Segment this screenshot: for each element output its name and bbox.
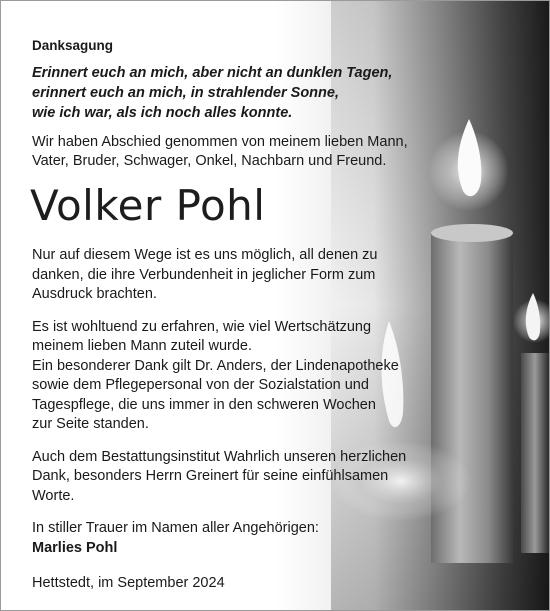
poem-line: erinnert euch an mich, in strahlender Sonne, bbox=[32, 85, 339, 101]
poem-line: Erinnert euch an mich, aber nicht an dunklen Tagen, bbox=[32, 65, 393, 81]
poem-quote bbox=[32, 63, 412, 123]
paragraph-line: Ausdruck brachten. bbox=[32, 286, 157, 302]
place-date bbox=[32, 574, 412, 594]
intro-line: Wir haben Abschied genommen von meinem lieben Mann, bbox=[32, 134, 408, 150]
paragraph-line: Nur auf diesem Wege ist es uns möglich, all denen zu bbox=[32, 247, 378, 263]
paragraph-line: zur Seite standen. bbox=[32, 416, 149, 432]
signature-block bbox=[32, 519, 412, 558]
paragraph-line: Dank, besonders Herrn Greinert für seine einfühlsamen bbox=[32, 468, 389, 484]
thanks-paragraph-1 bbox=[32, 246, 412, 305]
poem-line: wie ich war, als ich noch alles konnte. bbox=[32, 105, 293, 121]
paragraph-line: meinem lieben Mann zuteil wurde. bbox=[32, 338, 253, 354]
place-date-line: Hettstedt, im September 2024 bbox=[32, 575, 225, 591]
intro-text bbox=[32, 133, 412, 171]
paragraph-line: Auch dem Bestattungsinstitut Wahrlich unseren herzlichen bbox=[32, 448, 407, 465]
signer-name: Marlies Pohl bbox=[32, 539, 118, 556]
paragraph-line: Worte. bbox=[32, 487, 75, 504]
paragraph-line: Es ist wohltuend zu erfahren, wie viel Wertschätzung bbox=[32, 318, 372, 335]
paragraph-line: Ein besonderer Dank gilt Dr. Anders, der Lindenapotheke bbox=[32, 357, 399, 374]
paragraph-line: danken, die ihre Verbundenheit in jeglicher Form zum bbox=[32, 266, 376, 283]
paragraph-line: Tagespflege, die uns immer in den schweren Wochen bbox=[32, 396, 376, 413]
deceased-name: Volker Pohl bbox=[30, 181, 266, 230]
thanks-paragraph-3 bbox=[32, 448, 412, 507]
thanks-paragraph-2 bbox=[32, 318, 412, 435]
notice-heading: Danksagung bbox=[32, 38, 114, 53]
notice-text bbox=[32, 37, 412, 607]
mourning-line: In stiller Trauer im Namen aller Angehörigen: bbox=[32, 520, 319, 536]
paragraph-line: sowie dem Pflegepersonal von der Sozialstation und bbox=[32, 377, 369, 393]
intro-line: Vater, Bruder, Schwager, Onkel, Nachbarn und Freund. bbox=[32, 153, 387, 169]
